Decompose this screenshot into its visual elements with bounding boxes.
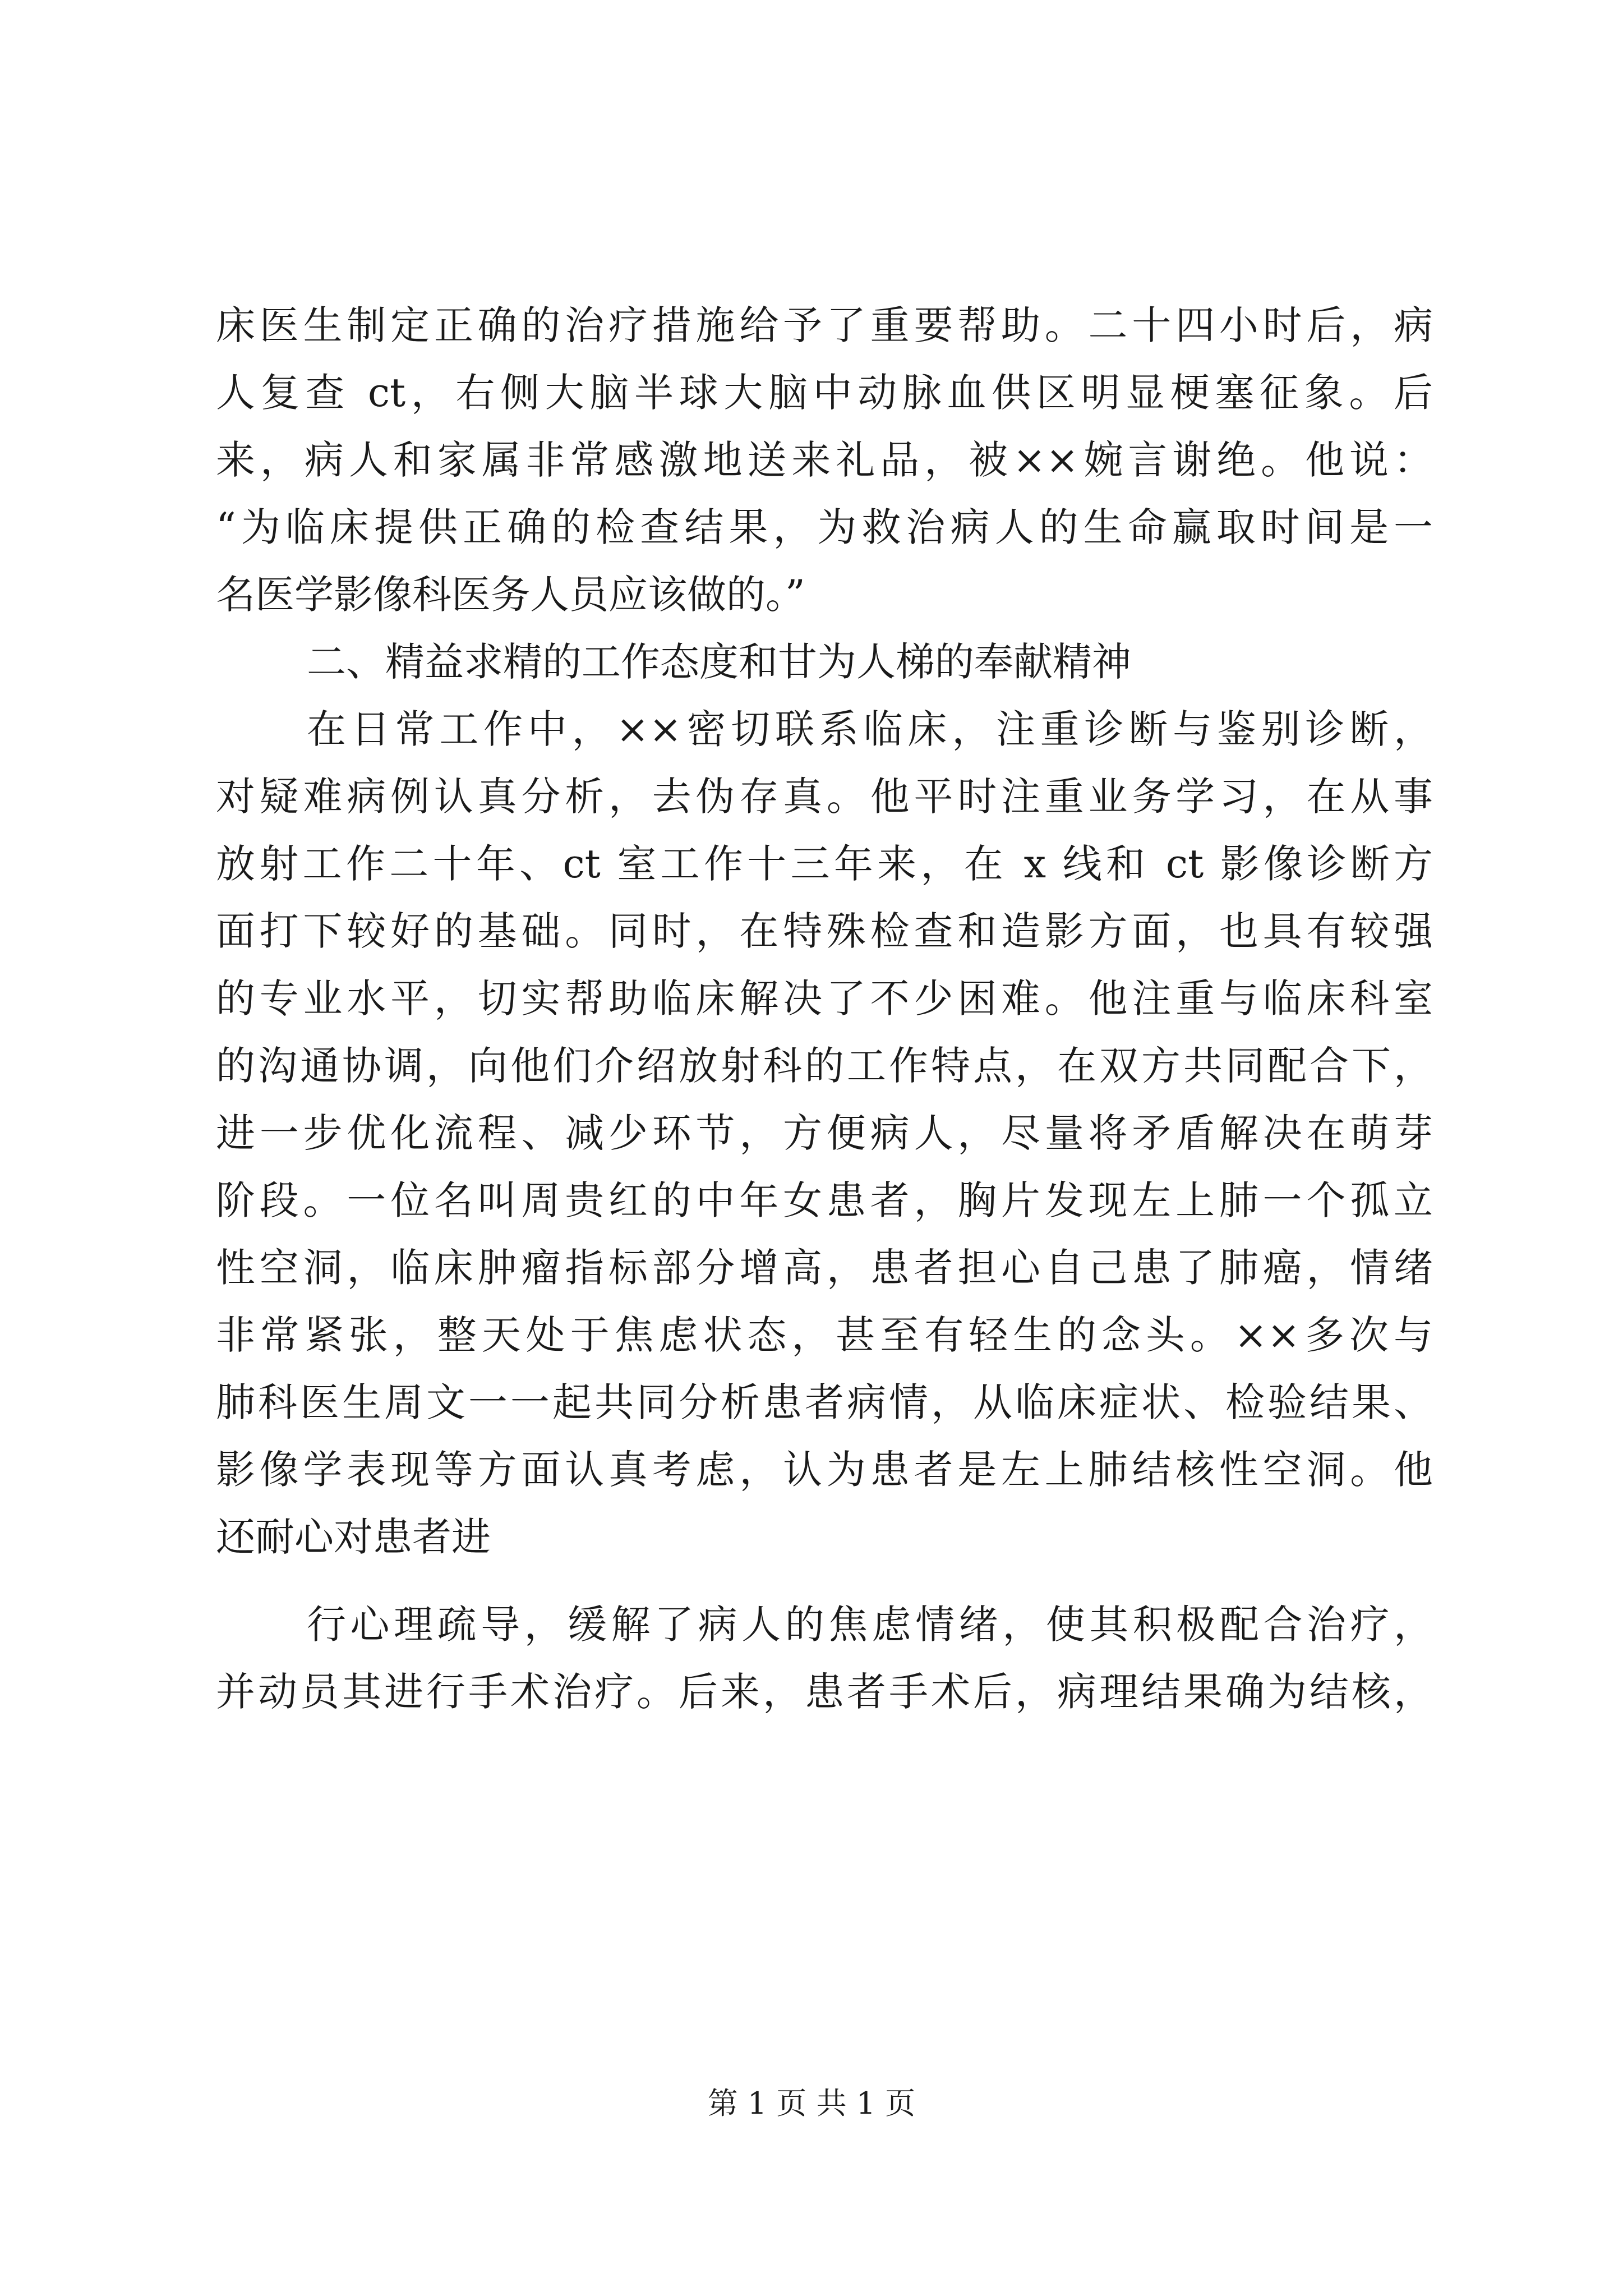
text-line: 非常紧张，整天处于焦虑状态，甚至有轻生的念头。××多次与 xyxy=(216,1312,1433,1358)
text-line: 的沟通协调，向他们介绍放射科的工作特点，在双方共同配合下， xyxy=(216,1043,1433,1089)
document-body xyxy=(216,292,1433,1726)
page-number-footer: 第 1 页 共 1 页 xyxy=(707,2086,916,2121)
section-heading: 二、精益求精的工作态度和甘为人梯的奉献精神 xyxy=(307,639,1131,685)
text-line: 面打下较好的基础。同时，在特殊检查和造影方面，也具有较强 xyxy=(216,908,1433,954)
text-line: 在日常工作中，××密切联系临床，注重诊断与鉴别诊断， xyxy=(307,706,1433,752)
paragraph-2 xyxy=(216,696,1433,1571)
text-line: 的专业水平，切实帮助临床解决了不少困难。他注重与临床科室 xyxy=(216,976,1433,1022)
text-line: 人复查 ct，右侧大脑半球大脑中动脉血供区明显梗塞征象。后 xyxy=(216,370,1433,416)
text-line: 来，病人和家属非常感激地送来礼品，被××婉言谢绝。他说： xyxy=(216,437,1433,483)
text-line: 性空洞，临床肿瘤指标部分增高，患者担心自己患了肺癌，情绪 xyxy=(216,1245,1433,1291)
paragraph-1 xyxy=(216,292,1433,628)
paragraph-gap xyxy=(216,1571,1433,1591)
text-line: 阶段。一位名叫周贵红的中年女患者，胸片发现左上肺一个孤立 xyxy=(216,1177,1433,1223)
paragraph-3 xyxy=(216,1591,1433,1726)
text-line: 还耐心对患者进 xyxy=(216,1514,491,1560)
text-line: 床医生制定正确的治疗措施给予了重要帮助。二十四小时后，病 xyxy=(216,302,1433,348)
text-line: 放射工作二十年、ct 室工作十三年来，在 x 线和 ct 影像诊断方 xyxy=(216,841,1433,887)
text-line: 名医学影像科医务人员应该做的。” xyxy=(216,572,805,618)
text-line: 并动员其进行手术治疗。后来，患者手术后，病理结果确为结核， xyxy=(216,1669,1433,1715)
text-line: 对疑难病例认真分析，去伪存真。他平时注重业务学习，在从事 xyxy=(216,774,1433,820)
text-line: 进一步优化流程、减少环节，方便病人，尽量将矛盾解决在萌芽 xyxy=(216,1110,1433,1156)
text-line: 肺科医生周文一一起共同分析患者病情，从临床症状、检验结果、 xyxy=(216,1379,1433,1425)
text-line: 行心理疏导，缓解了病人的焦虑情绪，使其积极配合治疗， xyxy=(307,1602,1433,1648)
text-line: “为临床提供正确的检查结果，为救治病人的生命赢取时间是一 xyxy=(216,504,1433,550)
text-line: 影像学表现等方面认真考虑，认为患者是左上肺结核性空洞。他 xyxy=(216,1447,1433,1493)
